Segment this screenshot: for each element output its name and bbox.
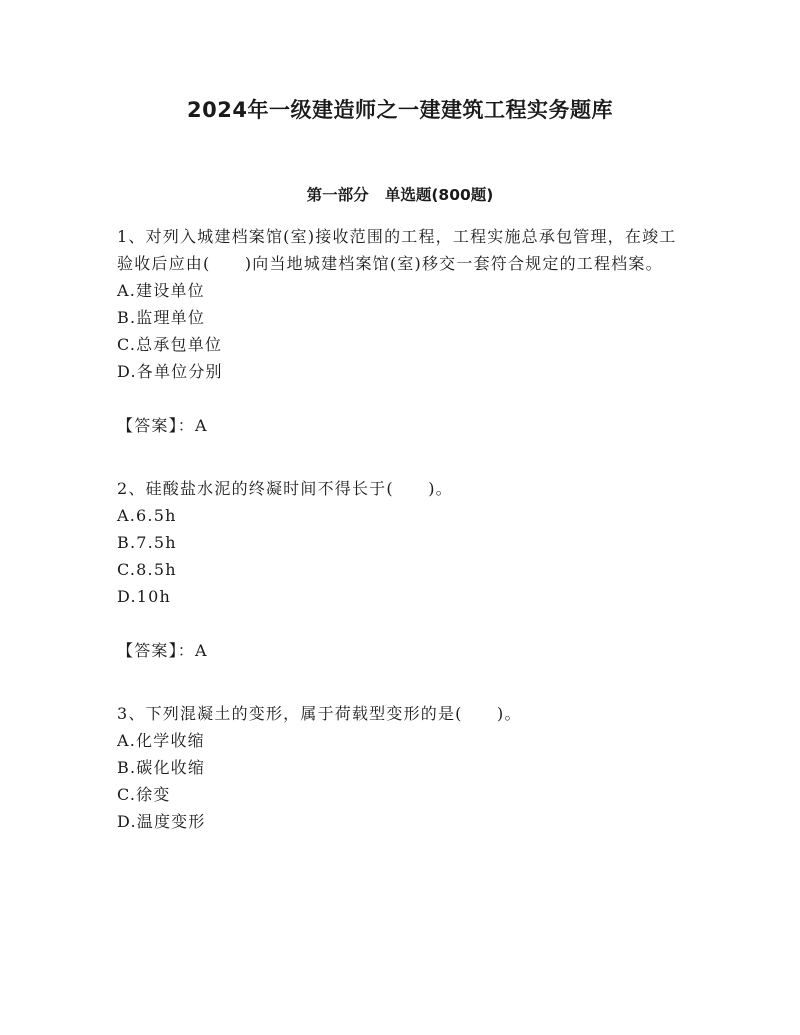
option-c: C.8.5h — [117, 560, 177, 579]
question-text: 2、硅酸盐水泥的终凝时间不得长于( )。 — [117, 479, 453, 498]
question-list — [117, 223, 687, 835]
option-a: A.6.5h — [117, 506, 177, 525]
question-2 — [117, 475, 687, 664]
question-text: 1、对列入城建档案馆(室)接收范围的工程，工程实施总承包管理，在竣工验收后应由( )向当地城建档案馆(室)移交一套符合规定的工程档案。 — [117, 227, 677, 273]
option-c: C.总承包单位 — [117, 335, 223, 354]
option-list — [117, 502, 687, 610]
option-b: B.碳化收缩 — [117, 758, 206, 777]
question-text: 3、下列混凝土的变形，属于荷载型变形的是( )。 — [117, 704, 522, 723]
option-d: D.10h — [117, 587, 172, 606]
option-a: A.建设单位 — [117, 281, 205, 300]
option-c: C.徐变 — [117, 785, 171, 804]
option-b: B.监理单位 — [117, 308, 206, 327]
answer-label: 【答案】：A — [117, 416, 208, 435]
question-1 — [117, 223, 687, 439]
option-list — [117, 277, 687, 385]
document-title: 2024年一级建造师之一建建筑工程实务题库 — [187, 98, 613, 122]
answer-label: 【答案】：A — [117, 641, 208, 660]
option-d: D.各单位分别 — [117, 362, 223, 381]
option-b: B.7.5h — [117, 533, 177, 552]
option-a: A.化学收缩 — [117, 731, 205, 750]
option-d: D.温度变形 — [117, 812, 206, 831]
section-heading: 第一部分 单选题(800题) — [306, 186, 494, 204]
question-3 — [117, 700, 687, 835]
option-list — [117, 727, 687, 835]
